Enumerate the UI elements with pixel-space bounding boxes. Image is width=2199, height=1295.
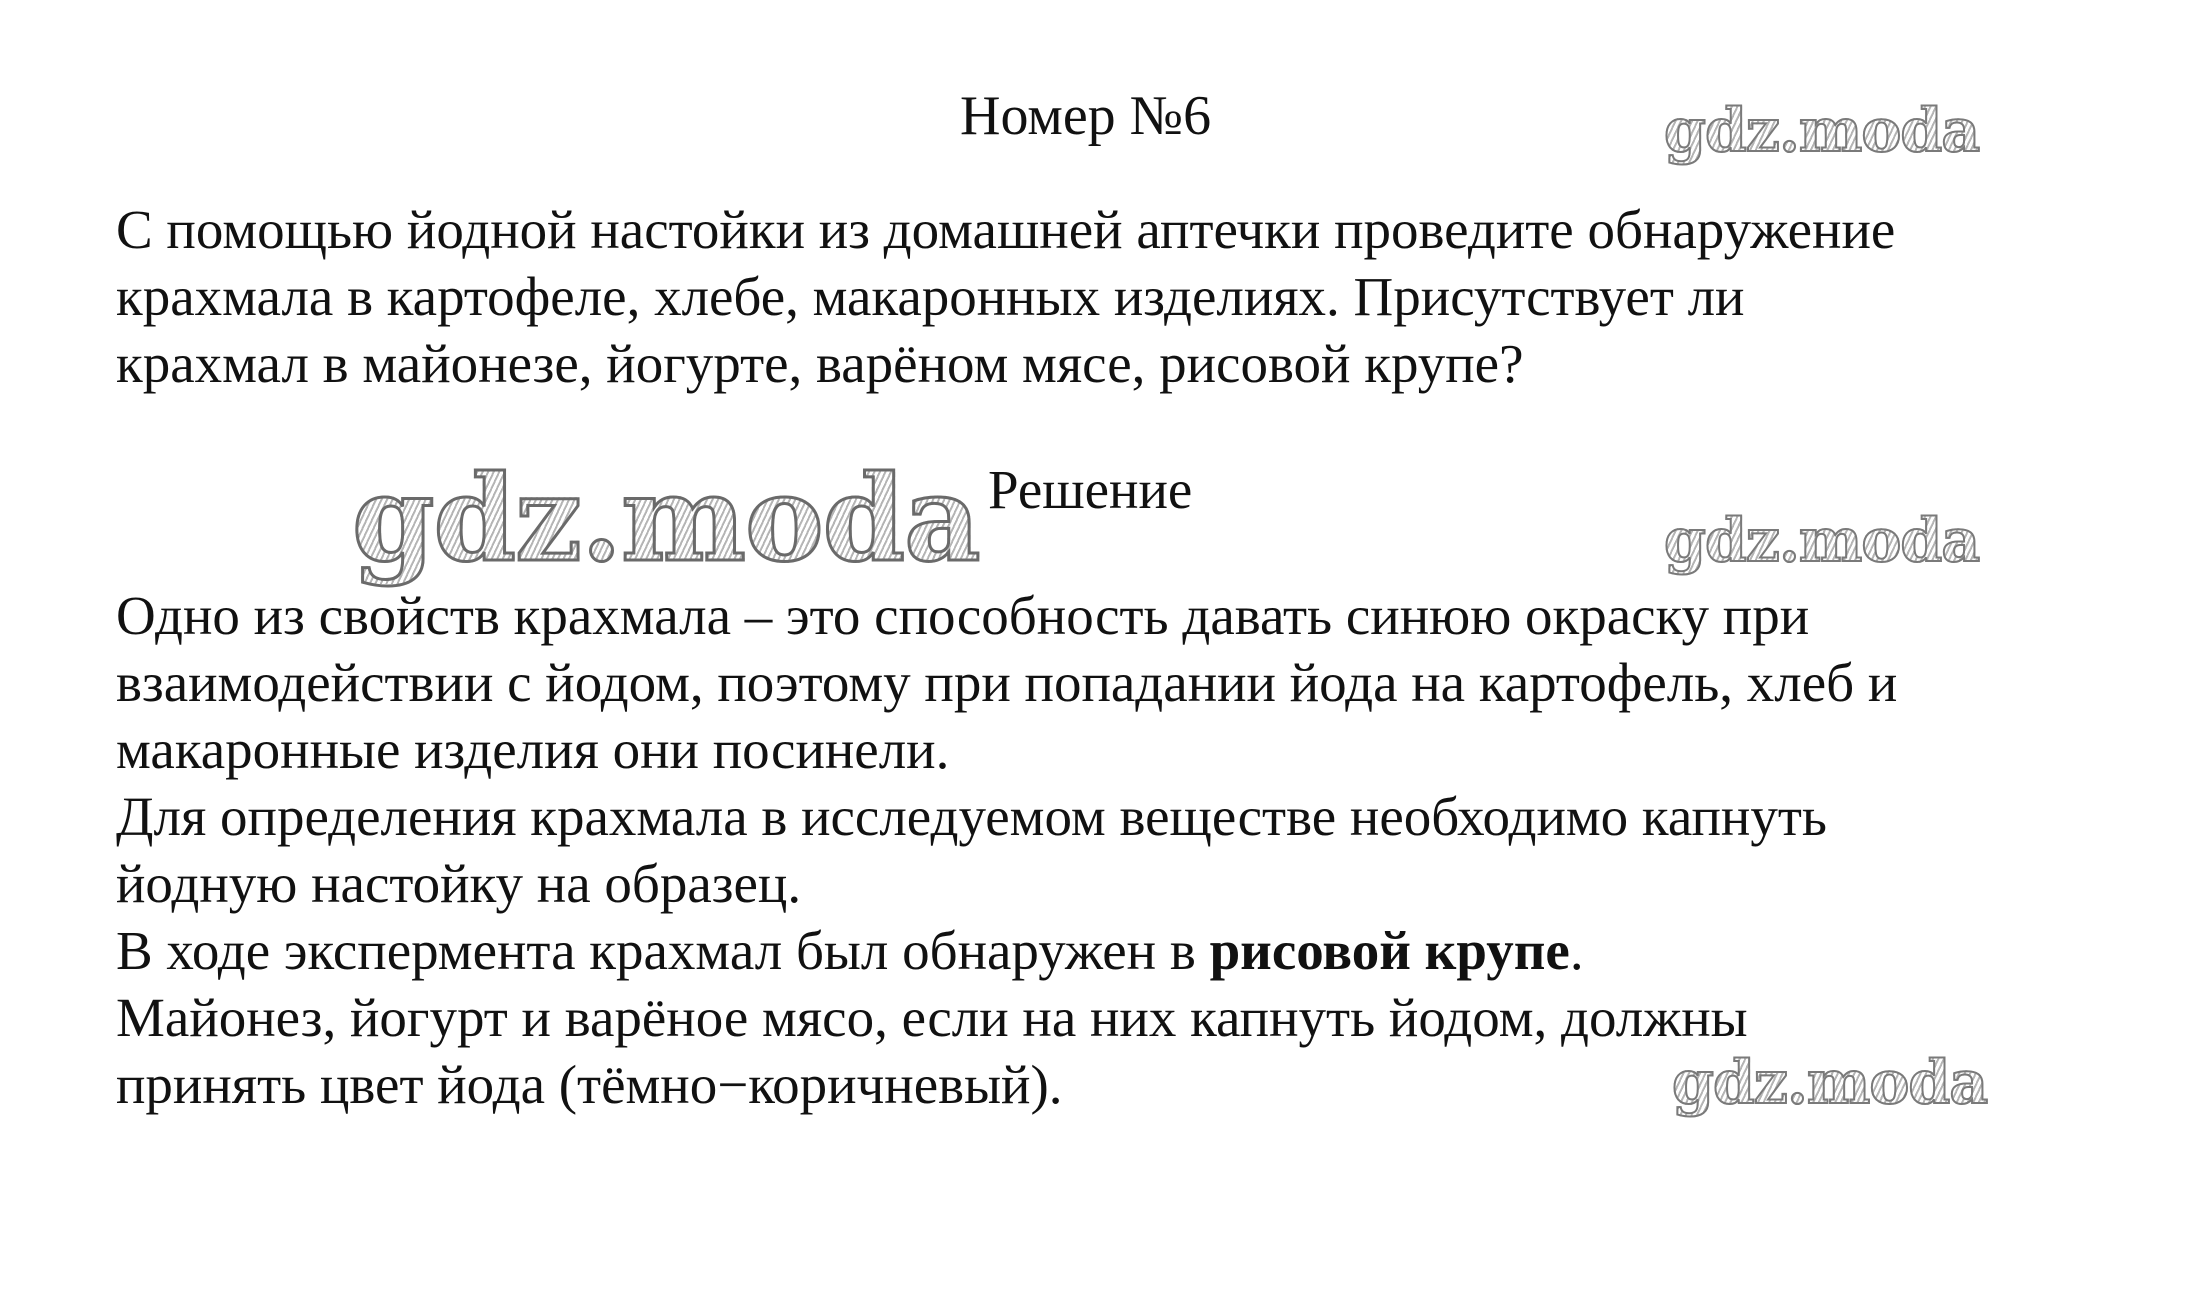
answer-text-after: .	[1569, 920, 1584, 981]
answer-text-before: В ходе экспермента крахмал был обнаружен в	[116, 920, 1210, 981]
page-title: Номер №6	[960, 85, 1212, 147]
watermark-logo: gdz.moda	[352, 449, 980, 588]
watermark-logo: gdz.moda	[1664, 96, 1980, 166]
answer-line: йодную настойку на образец.	[116, 853, 802, 914]
task-line: крахмала в картофеле, хлебе, макаронных изделиях. Присутствует ли	[116, 266, 1745, 327]
answer-line: макаронные изделия они посинели.	[116, 719, 950, 780]
answer-line: Для определения крахмала в исследуемом веществе необходимо капнуть	[116, 786, 1827, 847]
solution-heading: Решение	[988, 459, 1193, 520]
task-text	[116, 196, 2116, 397]
answer-text	[116, 582, 2166, 1118]
task-line: С помощью йодной настойки из домашней аптечки проведите обнаружение	[116, 199, 1896, 260]
answer-line-with-bold	[116, 917, 2166, 984]
watermark-logo: gdz.moda	[1672, 1048, 1988, 1118]
answer-bold-phrase: рисовой крупе	[1209, 920, 1570, 981]
watermark-logo: gdz.moda	[1664, 506, 1980, 576]
answer-line: Одно из свойств крахмала – это способность давать синюю окраску при	[116, 585, 1810, 646]
answer-line: принять цвет йода (тёмно−коричневый).	[116, 1054, 1063, 1115]
answer-line: взаимодействии с йодом, поэтому при попадании йода на картофель, хлеб и	[116, 652, 1898, 713]
answer-line: Майонез, йогурт и варёное мясо, если на них капнуть йодом, должны	[116, 987, 1748, 1048]
task-line: крахмал в майонезе, йогурте, варёном мясе, рисовой крупе?	[116, 333, 1524, 394]
